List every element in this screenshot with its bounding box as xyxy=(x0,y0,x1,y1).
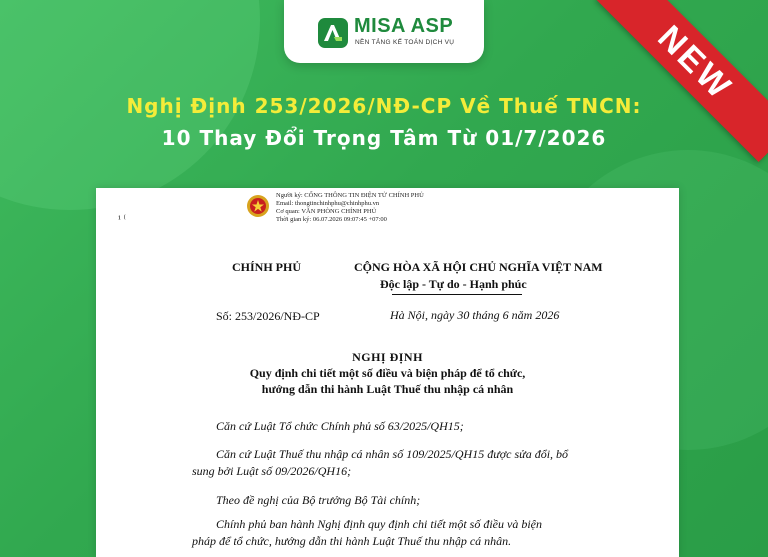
place-and-date: Hà Nội, ngày 30 tháng 6 năm 2026 xyxy=(390,308,560,322)
headline-line-2: 10 Thay Đổi Trọng Tâm Từ 01/7/2026 xyxy=(161,126,607,150)
preamble-line: Căn cứ Luật Tổ chức Chính phủ số 63/2025/QH15; xyxy=(216,419,464,433)
preamble-line: Căn cứ Luật Thuế thu nhập cá nhân số 109/2025/QH15 được sửa đổi, bổ xyxy=(216,447,569,461)
document-number: Số: 253/2026/NĐ-CP xyxy=(216,309,320,323)
motto-underline xyxy=(392,294,522,295)
document-subject-line-2: hướng dẫn thi hành Luật Thuế thu nhập cá nhân xyxy=(261,382,514,396)
new-badge-ribbon: NEW xyxy=(596,0,768,162)
corner-mark: ¹ ⁽ xyxy=(118,214,126,225)
digital-signature-block xyxy=(276,192,424,224)
misa-logo-icon xyxy=(318,18,348,48)
preamble-line: pháp để tổ chức, hướng dẫn thi hành Luật Thuế thu nhập cá nhân. xyxy=(192,534,512,548)
signature-signer: Người ký: CỔNG THÔNG TIN ĐIỆN TỬ CHÍNH PHỦ xyxy=(276,192,424,199)
national-emblem-icon xyxy=(246,194,270,218)
brand-logo-tab xyxy=(284,0,484,63)
preamble-line: sung bởi Luật số 09/2026/QH16; xyxy=(192,464,352,478)
brand-tagline: NỀN TẢNG KẾ TOÁN DỊCH VỤ xyxy=(355,39,455,46)
decree-document xyxy=(96,188,679,557)
issuer-name: CHÍNH PHỦ xyxy=(232,260,301,274)
nation-name: CỘNG HÒA XÃ HỘI CHỦ NGHĨA VIỆT NAM xyxy=(354,260,603,274)
signature-time: Thời gian ký: 06.07.2026 09:07:45 +07:00 xyxy=(276,216,387,223)
signature-email: Email: thongtinchinhphu@chinhphu.vn xyxy=(276,200,380,207)
signature-agency: Cơ quan: VĂN PHÒNG CHÍNH PHỦ xyxy=(276,208,377,215)
preamble-line: Chính phủ ban hành Nghị định quy định chi tiết một số điều và biện xyxy=(216,517,542,531)
preamble-line: Theo đề nghị của Bộ trưởng Bộ Tài chính; xyxy=(216,493,421,507)
national-motto: Độc lập - Tự do - Hạnh phúc xyxy=(380,277,527,291)
headline-line-1: Nghị Định 253/2026/NĐ-CP Về Thuế TNCN: xyxy=(126,94,642,118)
document-type: NGHỊ ĐỊNH xyxy=(352,350,423,364)
brand-name: MISA ASP xyxy=(354,15,454,37)
document-subject-line-1: Quy định chi tiết một số điều và biện pháp để tổ chức, xyxy=(249,366,526,380)
